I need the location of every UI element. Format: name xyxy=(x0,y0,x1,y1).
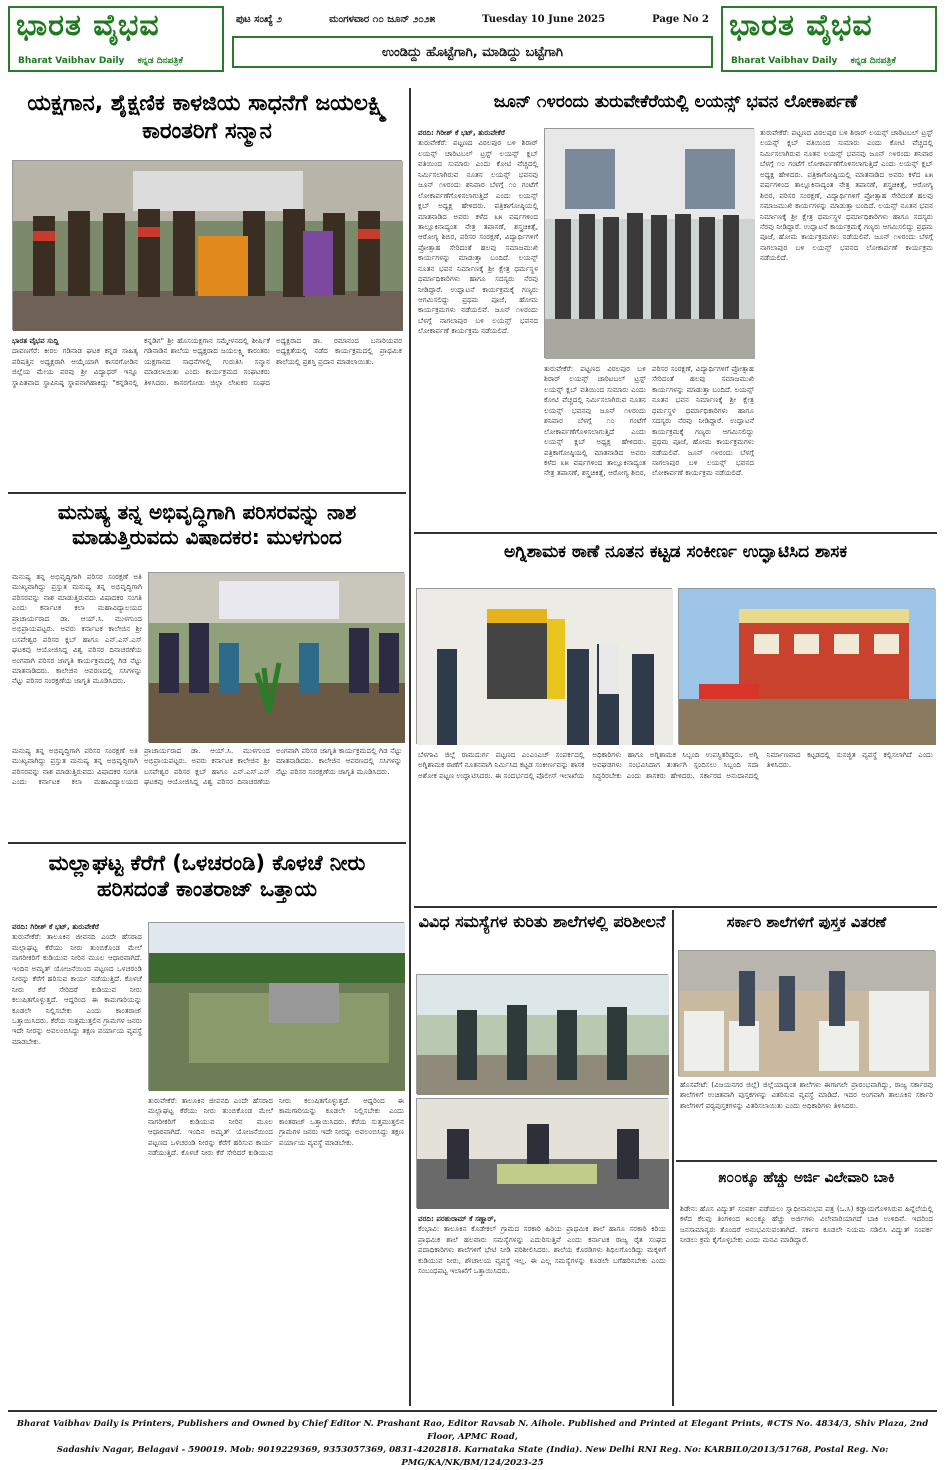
body-text: ಹೊಸಪೇಟೆ: (ವಿಜಯನಗರ ಜಿಲ್ಲೆ) ಜಿಲ್ಲೆಯಾದ್ಯಂತ ಶಾಲೆಗಳು ಈಗಾಗಲೇ ಪ್ರಾರಂಭವಾಗಿದ್ದು, ರಾಜ್ಯ ಸರ್ಕಾರವು ಶಾಲೆಗಳಿಗೆ ಉಚಿತವಾಗಿ ಪುಸ್ತಕಗಳನ್ನು ವಿತರಿಸುವ ವ್ಯವಸ್ಥೆ ಮಾಡಿದೆ. ಇದರ ಅಂಗವಾಗಿ ತಾಲೂಕಿನ ಸರ್ಕಾರಿ ಶಾಲೆಗಳಿಗೆ ಪಠ್ಯಪುಸ್ತಕಗಳನ್ನು ವಿತರಿಸಲಾಯಿತು ಎಂದು ಅಧಿಕಾರಿಗಳು ತಿಳಿಸಿದರು. xyxy=(680,1080,933,1110)
issue-number: ಪುಟ ಸಂಖ್ಯೆ ೨ xyxy=(236,13,283,25)
article-body xyxy=(680,1080,933,1154)
article-school-inspection xyxy=(414,910,670,1406)
body-text: ತುರುವೇಕೆರೆ: ಪಟ್ಟಣದ ವಿಠಲಪುರ ಬಳಿ ಶಿರಾರ್ ಲಯನ್ಸ್ ಚಾರಿಟಬಲ್ ಟ್ರಸ್ಟ್ ಲಯನ್ಸ್ ಕ್ಲಬ್ ವತಿಯಿಂದ ಸುಮಾರು ಎಂದು ಕೋಟಿ ವೆಚ್ಚದಲ್ಲಿ ನಿರ್ಮಿಸಲಾಗಿರುವ ನೂತನ ಲಯನ್ಸ್ ಭವನವು ಜೂನ್ ೧೪ರಂದು ಶನಿವಾರ ಬೆಳಗ್ಗೆ ೧೦ ಗಂಟೆಗೆ ಲೋಕಾರ್ಪಣೆಗೊಳಿಸಲಾಗುತ್ತಿದೆ ಎಂದು ಲಯನ್ಸ್ ಕ್ಲಬ್ ಅಧ್ಯಕ್ಷ ಹೇಳಿದರು. ಪತ್ರಿಕಾಗೋಷ್ಠಿಯಲ್ಲಿ ಮಾತನಾಡಿದ ಅವರು ಕಳೆದ ೩೫ ವರ್ಷಗಳಿಂದ ತಾಲ್ಲೂಕಿನಾದ್ಯಂತ ನೇತ್ರ ತಪಾಸಣೆ, ಶಸ್ತ್ರಚಿಕಿತ್ಸೆ, ಆರೋಗ್ಯ ಶಿಬಿರ, ಪರಿಸರ ಸಂರಕ್ಷಣೆ, ವಿದ್ಯಾರ್ಥಿಗಳಿಗೆ ಪ್ರೋತ್ಸಾಹ ಸೇರಿದಂತೆ ಹಲವು ಸಮಾಜಮುಖಿ ಕಾರ್ಯಗಳನ್ನು ಮಾಡುತ್ತಾ ಬಂದಿದೆ. ಲಯನ್ಸ್ ನೂತನ ಭವನ ನಿರ್ಮಾಣಕ್ಕೆ ಶ್ರೀ ಕ್ಷೇತ್ರ ಧರ್ಮಸ್ಥಳ ಧರ್ಮಾಧಿಕಾರಿಗಳು ಹಾಗೂ ಸದಸ್ಯರು ನೆರವು ನೀಡಿದ್ದಾರೆ. ಉದ್ಘಾಟನೆ ಕಾರ್ಯಕ್ರಮಕ್ಕೆ ಗಣ್ಯರು ಆಗಮಿಸಲಿದ್ದು ಪ್ರಥಮ ಪೂಜೆ, ಹೋಮ ಕಾರ್ಯಕ್ರಮಗಳು ನಡೆಯಲಿವೆ. ಜೂನ್ ೧೪ರಂದು ಬೆಳಗ್ಗೆ ನಾಗಲಾಪುರ ಬಳಿ ಲಯನ್ಸ್ ಭವನದ ಲೋಕಾರ್ಪಣೆ ಕಾರ್ಯಕ್ರಮ ನಡೆಯಲಿದೆ. xyxy=(544,364,754,478)
article-body-right xyxy=(148,1096,404,1400)
imprint-footer xyxy=(8,1410,937,1468)
page-number: Page No 2 xyxy=(652,13,709,25)
date-kannada: ಮಂಗಳವಾರ ೧೦ ಜೂನ್ ೨೦೨೫ xyxy=(329,13,436,25)
article-body-mid xyxy=(544,364,754,524)
headline: ಮಲ್ಲಾಘಟ್ಟ ಕೆರೆಗೆ (ಒಳಚರಂಡಿ) ಕೊಳಚೆ ನೀರು ಹರಿಸದಂತೆ ಕಾಂತರಾಜ್ ಒತ್ತಾಯ xyxy=(48,851,366,902)
body-text: ತುರುವೇಕೆರೆ: ಪಟ್ಟಣದ ವಿಠಲಪುರ ಬಳಿ ಶಿರಾರ್ ಲಯನ್ಸ್ ಚಾರಿಟಬಲ್ ಟ್ರಸ್ಟ್ ಲಯನ್ಸ್ ಕ್ಲಬ್ ವತಿಯಿಂದ ಸುಮಾರು ಎಂದು ಕೋಟಿ ವೆಚ್ಚದಲ್ಲಿ ನಿರ್ಮಿಸಲಾಗಿರುವ ನೂತನ ಲಯನ್ಸ್ ಭವನವು ಜೂನ್ ೧೪ರಂದು ಶನಿವಾರ ಬೆಳಗ್ಗೆ ೧೦ ಗಂಟೆಗೆ ಲೋಕಾರ್ಪಣೆಗೊಳಿಸಲಾಗುತ್ತಿದೆ ಎಂದು ಲಯನ್ಸ್ ಕ್ಲಬ್ ಅಧ್ಯಕ್ಷ ಹೇಳಿದರು. ಪತ್ರಿಕಾಗೋಷ್ಠಿಯಲ್ಲಿ ಮಾತನಾಡಿದ ಅವರು ಕಳೆದ ೩೫ ವರ್ಷಗಳಿಂದ ತಾಲ್ಲೂಕಿನಾದ್ಯಂತ ನೇತ್ರ ತಪಾಸಣೆ, ಶಸ್ತ್ರಚಿಕಿತ್ಸೆ, ಆರೋಗ್ಯ ಶಿಬಿರ, ಪರಿಸರ ಸಂರಕ್ಷಣೆ, ವಿದ್ಯಾರ್ಥಿಗಳಿಗೆ ಪ್ರೋತ್ಸಾಹ ಸೇರಿದಂತೆ ಹಲವು ಸಮಾಜಮುಖಿ ಕಾರ್ಯಗಳನ್ನು ಮಾಡುತ್ತಾ ಬಂದಿದೆ. ಲಯನ್ಸ್ ನೂತನ ಭವನ ನಿರ್ಮಾಣಕ್ಕೆ ಶ್ರೀ ಕ್ಷೇತ್ರ ಧರ್ಮಸ್ಥಳ ಧರ್ಮಾಧಿಕಾರಿಗಳು ಹಾಗೂ ಸದಸ್ಯರು ನೆರವು ನೀಡಿದ್ದಾರೆ. ಉದ್ಘಾಟನೆ ಕಾರ್ಯಕ್ರಮಕ್ಕೆ ಗಣ್ಯರು ಆಗಮಿಸಲಿದ್ದು ಪ್ರಥಮ ಪೂಜೆ, ಹೋಮ ಕಾರ್ಯಕ್ರಮಗಳು ನಡೆಯಲಿವೆ. ಜೂನ್ ೧೪ರಂದು ಬೆಳಗ್ಗೆ ನಾಗಲಾಪುರ ಬಳಿ ಲಯನ್ಸ್ ಭವನದ ಲೋಕಾರ್ಪಣೆ ಕಾರ್ಯಕ್ರಮ ನಡೆಯಲಿದೆ. xyxy=(418,138,538,336)
masthead-center xyxy=(232,6,713,72)
photo-lions-group xyxy=(544,128,754,358)
photo-fire-station-building xyxy=(678,588,935,744)
byline: ವರದಿ: ಗಿರೀಶ್ ಕೆ ಭಟ್, ತುರುವೇಕೆರೆ xyxy=(418,128,505,137)
photo-felicitation xyxy=(12,160,402,330)
article-body xyxy=(418,750,933,898)
article-environment xyxy=(8,498,406,838)
divider xyxy=(8,492,406,494)
headline: ೫೦೦ಕ್ಕೂ ಹೆಚ್ಚು ಅರ್ಜಿ ವಿಲೇವಾರಿ ಬಾಕಿ xyxy=(718,1170,895,1186)
article-body-right xyxy=(760,128,933,524)
column-divider xyxy=(409,88,411,1406)
headline: ಸರ್ಕಾರಿ ಶಾಲೆಗಳಿಗೆ ಪುಸ್ತಕ ವಿತರಣೆ xyxy=(726,915,887,931)
byline: ವರದಿ: ಗಿರೀಶ್ ಕೆ ಭಟ್, ತುರುವೇಕೆರೆ xyxy=(12,922,99,931)
article-body xyxy=(418,128,538,524)
headline: ಮನುಷ್ಯ ತನ್ನ ಅಭಿವೃದ್ಧಿಗಾಗಿ ಪರಿಸರವನ್ನು ನಾಶ ಮಾಡುತ್ತಿರುವದು ವಿಷಾದಕರ: ಮುಳಗುಂದ xyxy=(57,500,357,549)
photo-tree-planting xyxy=(148,572,404,742)
headline: ವಿವಿಧ ಸಮಸ್ಯೆಗಳ ಕುರಿತು ಶಾಲೆಗಳಲ್ಲಿ ಪರಿಶೀಲನೆ xyxy=(418,912,666,931)
article-pending-applications xyxy=(676,1164,937,1406)
photo-lake xyxy=(148,922,404,1090)
date-english: Tuesday 10 June 2025 xyxy=(482,13,606,25)
logo-title: ಭಾರತ ವೈಭವ xyxy=(16,8,160,43)
article-body xyxy=(12,922,142,1400)
imprint-line-1: Bharat Vaibhav Daily is Printers, Publishers and Owned by Chief Editor N. Prashant Rao, Editor Ravsab N. Aihole. Published and Printed at Elegant Prints, #CTS No. 4834/3, Shiv Plaza, 2nd Floor, APMC Road, xyxy=(16,1419,929,1442)
byline: ವರದಿ: ಪರಶುರಾಮ್ ಕೆ ಸಣ್ಣಾರ್, xyxy=(418,1214,497,1223)
photo-school-visit xyxy=(416,974,668,1094)
slogan: ಉಂಡಿದ್ದು ಹೊಟ್ಟೆಗಾಗಿ, ಮಾಡಿದ್ದು ಬಟ್ಟೆಗಾಗಿ xyxy=(232,36,713,68)
article-body xyxy=(418,1214,666,1402)
logo-title: ಭಾರತ ವೈಭವ xyxy=(729,8,873,43)
article-yakshagana xyxy=(8,88,406,488)
photo-inauguration xyxy=(416,588,672,744)
body-text: ಶಿಡೇನ: ಹೊಸ ವಿದ್ಯುತ್ ಸಂಪರ್ಕ ಪಡೆಯಲು ಸ್ವಾಧೀನಾನುಭವ ಪತ್ರ (ಒ.ಸಿ) ಕಡ್ಡಾಯಗೊಳಿಸಿರುವ ಹಿನ್ನೆಲೆಯಲ್ಲಿ ಕಳೆದ ಕೆಲವು ತಿಂಗಳಿಂದ ೫೦೦ಕ್ಕೂ ಹೆಚ್ಚು ಅರ್ಜಿಗಳು ವಿಲೇವಾರಿಯಾಗದೆ ಬಾಕಿ ಉಳಿದಿವೆ. ಇದರಿಂದ ಜನಸಾಮಾನ್ಯರು ತೊಂದರೆ ಅನುಭವಿಸುವಂತಾಗಿದೆ. ಸರ್ಕಾರ ಕೂಡಲೇ ನಿಯಮ ಸಡಿಲಿಸಿ ವಿದ್ಯುತ್ ಸಂಪರ್ಕ ನೀಡಲು ಕ್ರಮ ಕೈಗೊಳ್ಳಬೇಕು ಎಂದು ಮನವಿ ಮಾಡಿದ್ದಾರೆ. xyxy=(680,1204,933,1245)
logo-subtitle-kn: ಕನ್ನಡ ದಿನಪತ್ರಿಕೆ xyxy=(850,56,896,66)
headline: ಯಕ್ಷಗಾನ, ಶೈಕ್ಷಣಿಕ ಕಾಳಜಿಯ ಸಾಧನೆಗೆ ಜಯಲಕ್ಷ್ಮಿ ಕಾರಂತರಿಗೆ ಸನ್ಮಾನ xyxy=(27,91,387,144)
body-text: ತುರುವೇಕೆರೆ: ತಾಲೂಕಿನ ಜೀವನದಿ ಎಂದೇ ಹೆಸರಾದ ಮಲ್ಲಾಘಟ್ಟ ಕೆರೆಯು ನೀರು ತುಂಬಿಕೊಂಡ ಮೇಲೆ ನಾಗರೀಕರಿಗೆ ಕುಡಿಯುವ ನೀರಿನ ಮೂಲ ಆಧಾರವಾಗಿದೆ. ಇಂದಿನ ಅಮೃತ್ ಯೋಜನೆಯಿಂದ ಪಟ್ಟಣದ ಒಳಚರಂಡಿ ನೀರನ್ನು ಕೆರೆಗೆ ಹರಿಸುವ ಕಾರ್ಯ ನಡೆಯುತ್ತಿದೆ. ಕೊಳಚೆ ನೀರು ಕೆರೆ ಸೇರಿದರೆ ಕುಡಿಯುವ ನೀರು ಕಲುಷಿತಗೊಳ್ಳುತ್ತದೆ. ಆದ್ದರಿಂದ ಈ ಕಾಮಗಾರಿಯನ್ನು ಕೂಡಲೇ ನಿಲ್ಲಿಸಬೇಕು ಎಂದು ಕಾಂತರಾಜ್ ಒತ್ತಾಯಿಸಿದರು. ಕೆರೆಯ ಸುತ್ತಮುತ್ತಲಿನ ಗ್ರಾಮಗಳ ಜನರು ಇದೇ ನೀರನ್ನು ಅವಲಂಬಿಸಿದ್ದು ತಕ್ಷಣ ಪರ್ಯಾಯ ವ್ಯವಸ್ಥೆ ಮಾಡಬೇಕು. xyxy=(12,932,142,1046)
article-body xyxy=(680,1204,933,1402)
masthead xyxy=(8,6,937,72)
body-text: ತುರುವೇಕೆರೆ: ಪಟ್ಟಣದ ವಿಠಲಪುರ ಬಳಿ ಶಿರಾರ್ ಲಯನ್ಸ್ ಚಾರಿಟಬಲ್ ಟ್ರಸ್ಟ್ ಲಯನ್ಸ್ ಕ್ಲಬ್ ವತಿಯಿಂದ ಸುಮಾರು ಎಂದು ಕೋಟಿ ವೆಚ್ಚದಲ್ಲಿ ನಿರ್ಮಿಸಲಾಗಿರುವ ನೂತನ ಲಯನ್ಸ್ ಭವನವು ಜೂನ್ ೧೪ರಂದು ಶನಿವಾರ ಬೆಳಗ್ಗೆ ೧೦ ಗಂಟೆಗೆ ಲೋಕಾರ್ಪಣೆಗೊಳಿಸಲಾಗುತ್ತಿದೆ ಎಂದು ಲಯನ್ಸ್ ಕ್ಲಬ್ ಅಧ್ಯಕ್ಷ ಹೇಳಿದರು. ಪತ್ರಿಕಾಗೋಷ್ಠಿಯಲ್ಲಿ ಮಾತನಾಡಿದ ಅವರು ಕಳೆದ ೩೫ ವರ್ಷಗಳಿಂದ ತಾಲ್ಲೂಕಿನಾದ್ಯಂತ ನೇತ್ರ ತಪಾಸಣೆ, ಶಸ್ತ್ರಚಿಕಿತ್ಸೆ, ಆರೋಗ್ಯ ಶಿಬಿರ, ಪರಿಸರ ಸಂರಕ್ಷಣೆ, ವಿದ್ಯಾರ್ಥಿಗಳಿಗೆ ಪ್ರೋತ್ಸಾಹ ಸೇರಿದಂತೆ ಹಲವು ಸಮಾಜಮುಖಿ ಕಾರ್ಯಗಳನ್ನು ಮಾಡುತ್ತಾ ಬಂದಿದೆ. ಲಯನ್ಸ್ ನೂತನ ಭವನ ನಿರ್ಮಾಣಕ್ಕೆ ಶ್ರೀ ಕ್ಷೇತ್ರ ಧರ್ಮಸ್ಥಳ ಧರ್ಮಾಧಿಕಾರಿಗಳು ಹಾಗೂ ಸದಸ್ಯರು ನೆರವು ನೀಡಿದ್ದಾರೆ. ಉದ್ಘಾಟನೆ ಕಾರ್ಯಕ್ರಮಕ್ಕೆ ಗಣ್ಯರು ಆಗಮಿಸಲಿದ್ದು ಪ್ರಥಮ ಪೂಜೆ, ಹೋಮ ಕಾರ್ಯಕ್ರಮಗಳು ನಡೆಯಲಿವೆ. ಜೂನ್ ೧೪ರಂದು ಬೆಳಗ್ಗೆ ನಾಗಲಾಪುರ ಬಳಿ ಲಯನ್ಸ್ ಭವನದ ಲೋಕಾರ್ಪಣೆ ಕಾರ್ಯಕ್ರಮ ನಡೆಯಲಿದೆ. xyxy=(760,128,933,263)
logo-subtitle-en: Bharat Vaibhav Daily xyxy=(18,56,125,66)
article-lions-bhavan xyxy=(414,88,937,528)
article-mallaghatta xyxy=(8,848,406,1406)
logo-subtitle-en: Bharat Vaibhav Daily xyxy=(731,56,838,66)
divider xyxy=(8,842,406,844)
logo-right xyxy=(721,6,937,72)
headline: ಜೂನ್ ೧೪ರಂದು ತುರುವೇಕೆರೆಯಲ್ಲಿ ಲಯನ್ಸ್ ಭವನ ಲೋಕಾರ್ಪಣೆ xyxy=(493,92,858,112)
photo-books xyxy=(678,950,935,1076)
article-body xyxy=(12,336,402,484)
article-book-distribution xyxy=(676,910,937,1158)
divider xyxy=(414,532,937,534)
logo-left xyxy=(8,6,224,72)
divider xyxy=(676,1160,937,1162)
divider xyxy=(672,910,674,1406)
article-fire-station xyxy=(414,538,937,902)
logo-subtitle-kn: ಕನ್ನಡ ದಿನಪತ್ರಿಕೆ xyxy=(137,56,183,66)
body-text: ಮನುಷ್ಯ ತನ್ನ ಅಭಿವೃದ್ಧಿಗಾಗಿ ಪರಿಸರ ಸಂರಕ್ಷಣೆ ಅತಿ ಮುಖ್ಯವಾಗಿದ್ದು ಪ್ರಸ್ತುತ ಮನುಷ್ಯ ತನ್ನ ಅಭಿವೃದ್ಧಿಗಾಗಿ ಪರಿಸರವನ್ನು ನಾಶ ಮಾಡುತ್ತಿರುವದು ವಿಷಾದಕರ ಸಂಗತಿ ಎಂದು ಕರ್ನಾಟಕ ಕಲಾ ಮಹಾವಿದ್ಯಾಲಯದ ಪ್ರಾಚಾರ್ಯರಾದ ಡಾ. ಆಯ್.ಸಿ. ಮುಳಗುಂದ ಅಭಿಪ್ರಾಯಪಟ್ಟರು. ಅವರು ಕರ್ನಾಟಕ ಕಾಲೇಜಿನ ಶ್ರೀ ಬಸವೇಶ್ವರ ಪರಿಸರ ಕ್ಲಬ್ ಹಾಗೂ ಎನ್.ಎಸ್.ಎಸ್ ಘಟಕವು ಆಯೋಜಿಸಿದ್ದ ವಿಶ್ವ ಪರಿಸರ ದಿನಾಚರಣೆಯ ಅಂಗವಾಗಿ ಪರಿಸರ ಜಾಗೃತಿ ಕಾರ್ಯಕ್ರಮದಲ್ಲಿ ಗಿಡ ನೆಟ್ಟು ಮಾತನಾಡಿದರು. ಕಾಲೇಜಿನ ಆವರಣದಲ್ಲಿ ಸಸಿಗಳನ್ನು ನೆಟ್ಟು ಪರಿಸರ ಸಂರಕ್ಷಣೆಯ ಜಾಗೃತಿ ಮೂಡಿಸಿದರು. xyxy=(12,572,142,686)
byline: ಭಾರತ ವೈಭವ ಸುದ್ದಿ xyxy=(12,336,59,345)
body-text: ದಾವಣಗೆರೆ: ಕೀರಲ ಗಡಿನಾಡ ಘಟಕ ಕನ್ನಡ ಸಾಹಿತ್ಯ ಪರಿಷತ್ತಿನ ಅಧ್ಯಕ್ಷರಾಗಿ ಆಯ್ಕೆಯಾಗಿ ಕಾಸರಗೋಡಿನ ಜಿಲ್ಲೆಯ ಮೇಯ ಪರವು ಶ್ರೀ ವಿದ್ಯಾಧರ್ ಇನ್ನೂ ಸ್ಥಾಪಿತವಾದ ಸ್ಥಾಪಿನಿಷ್ಠ ಸ್ಥಾಪನಾಗಿಹಾಕಿದ್ದು "ಕನ್ನಡಿನಲ್ಲಿ ಕನ್ನಡಿಗ" ಶ್ರೀ ಹೊಸಯಕ್ಷಗಾನ ಸಮ್ಮೇಳನದಲ್ಲಿ ಶೀರ್ಷಿಕೆ ಗಡಿನಾಡಿನ ಶಾಲೆಯ ಅಧ್ಯಕ್ಷರಾದ ಜಯಲಕ್ಷ್ಮಿ ಕಾರಂತರು ಯಕ್ಷಗಾನದ ಸಾಧನೆಗಳಲ್ಲಿ ಗುರುತಿಸಿ ಸನ್ಮಾನ ಮಾಡಲಾಯಿತು ಎಂದು ಕಾರ್ಯಕ್ರಮದ ಸಂಘಟಕರು ತಿಳಿಸಿದರು. ಕಾಸರಗೋಡು ಜಿಲ್ಲಾ ಲೇಖಕರ ಸಂಘದ ಅಧ್ಯಕ್ಷರಾದ ಡಾ. ರಮಾನಂದ ಬನಾರಿಯವರ ಅಧ್ಯಕ್ಷತೆಯಲ್ಲಿ ನಡೆದ ಕಾರ್ಯಕ್ರಮದಲ್ಲಿ ಪ್ರಾಥಮಿಕ ಶಾಲೆಯಲ್ಲಿ ಪ್ರಶಸ್ತಿ ಪ್ರದಾನ ಮಾಡಲಾಯಿತು. xyxy=(12,336,402,387)
body-text: ಮನುಷ್ಯ ತನ್ನ ಅಭಿವೃದ್ಧಿಗಾಗಿ ಪರಿಸರ ಸಂರಕ್ಷಣೆ ಅತಿ ಮುಖ್ಯವಾಗಿದ್ದು ಪ್ರಸ್ತುತ ಮನುಷ್ಯ ತನ್ನ ಅಭಿವೃದ್ಧಿಗಾಗಿ ಪರಿಸರವನ್ನು ನಾಶ ಮಾಡುತ್ತಿರುವದು ವಿಷಾದಕರ ಸಂಗತಿ ಎಂದು ಕರ್ನಾಟಕ ಕಲಾ ಮಹಾವಿದ್ಯಾಲಯದ ಪ್ರಾಚಾರ್ಯರಾದ ಡಾ. ಆಯ್.ಸಿ. ಮುಳಗುಂದ ಅಭಿಪ್ರಾಯಪಟ್ಟರು. ಅವರು ಕರ್ನಾಟಕ ಕಾಲೇಜಿನ ಶ್ರೀ ಬಸವೇಶ್ವರ ಪರಿಸರ ಕ್ಲಬ್ ಹಾಗೂ ಎನ್.ಎಸ್.ಎಸ್ ಘಟಕವು ಆಯೋಜಿಸಿದ್ದ ವಿಶ್ವ ಪರಿಸರ ದಿನಾಚರಣೆಯ ಅಂಗವಾಗಿ ಪರಿಸರ ಜಾಗೃತಿ ಕಾರ್ಯಕ್ರಮದಲ್ಲಿ ಗಿಡ ನೆಟ್ಟು ಮಾತನಾಡಿದರು. ಕಾಲೇಜಿನ ಆವರಣದಲ್ಲಿ ಸಸಿಗಳನ್ನು ನೆಟ್ಟು ಪರಿಸರ ಸಂರಕ್ಷಣೆಯ ಜಾಗೃತಿ ಮೂಡಿಸಿದರು. xyxy=(12,746,402,787)
imprint-line-2: Sadashiv Nagar, Belagavi - 590019. Mob: 9019229369, 9353057369, 0831-4202818. Karnataka State (India). New Delhi RNI Reg. No: KARBIL0/2013/51768, Postal Reg. No: PMG/KA/NK/BM/124/2023-25 xyxy=(56,1444,889,1468)
article-body-lower xyxy=(12,746,402,834)
body-text: ಕೆಂಭಾವಿ: ತಾಲೂಕಿನ ಕೊಡೇಕಲ್ ಗ್ರಾಮದ ಸರಕಾರಿ ಹಿರಿಯ ಪ್ರಾಥಮಿಕ ಶಾಲೆ ಹಾಗೂ ಸರಕಾರಿ ಕಿರಿಯ ಪ್ರಾಥಮಿಕ ಶಾಲೆ ಹಲವಾರು ಸಮಸ್ಯೆಗಳನ್ನು ಎದುರಿಸುತ್ತಿವೆ ಎಂದು ಕರ್ನಾಟಕ ರಾಜ್ಯ ರೈತ ಸಂಘದ ಪದಾಧಿಕಾರಿಗಳು ಶಾಲೆಗಳಿಗೆ ಭೇಟಿ ನೀಡಿ ಪರಿಶೀಲಿಸಿದರು. ಶಾಲೆಯ ಕೊಠಡಿಗಳು ಶಿಥಿಲಗೊಂಡಿದ್ದು ಮಕ್ಕಳಿಗೆ ಕುಡಿಯುವ ನೀರು, ಶೌಚಾಲಯ ವ್ಯವಸ್ಥೆ ಇಲ್ಲ. ಈ ಎಲ್ಲ ಸಮಸ್ಯೆಗಳನ್ನು ಕೂಡಲೇ ಬಗೆಹರಿಸಬೇಕು ಎಂದು ಸಂಬಂಧಪಟ್ಟ ಇಲಾಖೆಗೆ ಒತ್ತಾಯಿಸಿದರು. xyxy=(418,1224,666,1276)
headline: ಅಗ್ನಿಶಾಮಕ ಠಾಣೆ ನೂತನ ಕಟ್ಟಡ ಸಂಕೀರ್ಣ ಉದ್ಘಾಟಿಸಿದ ಶಾಸಕ xyxy=(504,542,847,562)
divider xyxy=(414,906,937,908)
body-text: ತುರುವೇಕೆರೆ: ತಾಲೂಕಿನ ಜೀವನದಿ ಎಂದೇ ಹೆಸರಾದ ಮಲ್ಲಾಘಟ್ಟ ಕೆರೆಯು ನೀರು ತುಂಬಿಕೊಂಡ ಮೇಲೆ ನಾಗರೀಕರಿಗೆ ಕುಡಿಯುವ ನೀರಿನ ಮೂಲ ಆಧಾರವಾಗಿದೆ. ಇಂದಿನ ಅಮೃತ್ ಯೋಜನೆಯಿಂದ ಪಟ್ಟಣದ ಒಳಚರಂಡಿ ನೀರನ್ನು ಕೆರೆಗೆ ಹರಿಸುವ ಕಾರ್ಯ ನಡೆಯುತ್ತಿದೆ. ಕೊಳಚೆ ನೀರು ಕೆರೆ ಸೇರಿದರೆ ಕುಡಿಯುವ ನೀರು ಕಲುಷಿತಗೊಳ್ಳುತ್ತದೆ. ಆದ್ದರಿಂದ ಈ ಕಾಮಗಾರಿಯನ್ನು ಕೂಡಲೇ ನಿಲ್ಲಿಸಬೇಕು ಎಂದು ಕಾಂತರಾಜ್ ಒತ್ತಾಯಿಸಿದರು. ಕೆರೆಯ ಸುತ್ತಮುತ್ತಲಿನ ಗ್ರಾಮಗಳ ಜನರು ಇದೇ ನೀರನ್ನು ಅವಲಂಬಿಸಿದ್ದು ತಕ್ಷಣ ಪರ್ಯಾಯ ವ್ಯವಸ್ಥೆ ಮಾಡಬೇಕು. xyxy=(148,1096,404,1158)
article-body xyxy=(12,572,142,742)
body-text: ಬೆಳಗಾವಿ ಜಿಲ್ಲೆ ರಾಮದುರ್ಗ ಪಟ್ಟಣದ ಎಂಎಂಎಚ್ ಸಂಪರ್ಕದಲ್ಲಿ ಅಗ್ನಿಶಾಮಕ ಠಾಣೆಗೆ ನೂತನವಾಗಿ ನಿರ್ಮಿಸಿದ ಕಟ್ಟಡ ಸಂಕೀರ್ಣವನ್ನು ಶಾಸಕ ಅಶೋಕ ಪಟ್ಟಣ ಉದ್ಘಾಟಿಸಿದರು. ಈ ಸಂದರ್ಭದಲ್ಲಿ ಪೊಲೀಸ್ ಇಲಾಖೆಯ ಅಧಿಕಾರಿಗಳು ಹಾಗೂ ಅಗ್ನಿಶಾಮಕ ಸಿಬ್ಬಂದಿ ಉಪಸ್ಥಿತರಿದ್ದರು. ಅಗ್ನಿ ಅವಘಡಗಳು ಸಂಭವಿಸಿದಾಗ ತುರ್ತಾಗಿ ಸ್ಪಂದಿಸಲು ಸಿಬ್ಬಂದಿ ಸದಾ ಸಿದ್ಧರಿರಬೇಕು ಎಂದು ಶಾಸಕರು ಹೇಳಿದರು. ಸರ್ಕಾರದ ಅನುದಾನದಲ್ಲಿ ನಿರ್ಮಾಣವಾದ ಕಟ್ಟಡದಲ್ಲಿ ಸುಸಜ್ಜಿತ ವ್ಯವಸ್ಥೆ ಕಲ್ಪಿಸಲಾಗಿದೆ ಎಂದು ತಿಳಿಸಿದರು. xyxy=(418,750,933,780)
photo-school-meeting xyxy=(416,1098,668,1208)
